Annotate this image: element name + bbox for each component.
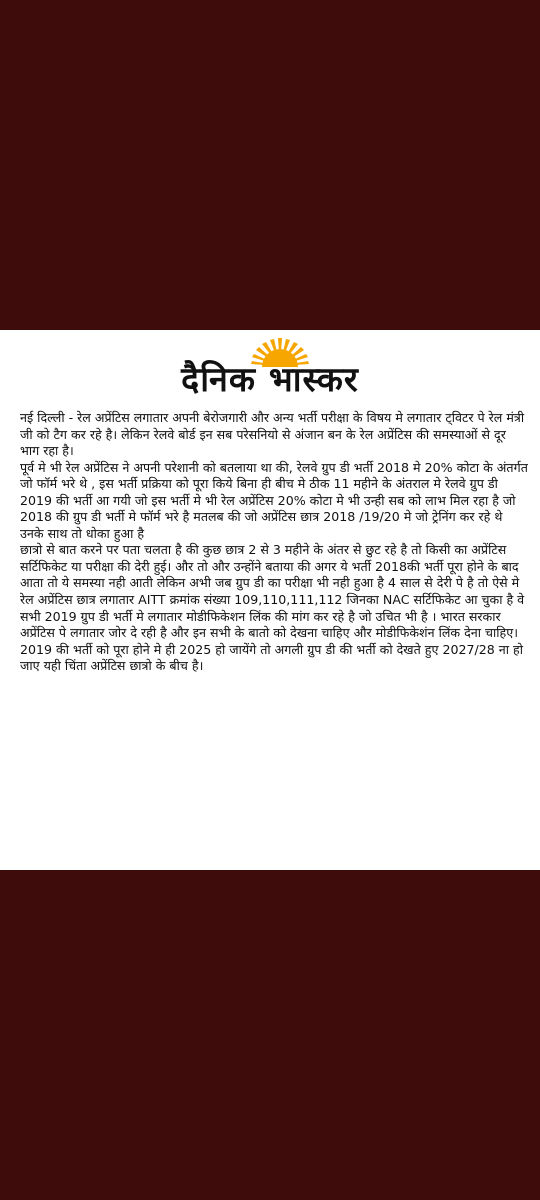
article-body [20, 410, 528, 866]
news-clipping [0, 330, 540, 870]
article-paragraph: 2019 की भर्ती को पूरा होने मे ही 2025 हो जायेंगे तो अगली ग्रुप डी की भर्ती को देखते हुए 2027/28 ना हो जाए यही चिंता अप्रेंटिस छात्रो के बीच है। [20, 641, 523, 674]
article-paragraph: छात्रो से बात करने पर पता चलता है की कुछ छात्र 2 से 3 महीने के अंतर से छुट रहे है तो किसी का अप्रेंटिस सर्टिफिकेट या परीक्षा की देरी हुई। और तो और उन्होंने बताया की अगर ये भर्ती 2018की भर्ती पूरा होने के बाद आता तो ये समस्या नही आती लेकिन अभी जब ग्रुप डी का परीक्षा भी नही हुआ है 4 साल से देरी पे है तो ऐसे मे रेल अप्रेंटिस छात्र लगातार AITT क्रमांक संख्या 109,110,111,112 जिनका NAC सर्टिफिकेट आ चुका है वे सभी 2019 ग्रुप डी भर्ती मे लगातार मोडीफिकेशन लिंक की मांग कर रहे है जो उचित भी है । भारत सरकार अप्रेंटिस पे लगातार जोर दे रही है और इन सभी के बातो को देखना चाहिए और मोडीफिकेशंन लिंक देना चाहिए। [20, 542, 525, 641]
article-paragraph: नई दिल्ली - रेल अप्रेंटिस लगातार अपनी बेरोजगारी और अन्य भर्ती परीक्षा के विषय मे लगातार ट्विटर पे रेल मंत्री जी को टैग कर रहे है। लेकिन रेलवे बोर्ड इन सब परेसनियो से अंजान बन के रेल अप्रेंटिस की समस्याओं से दूर भाग रहा है। [20, 410, 525, 459]
newspaper-masthead [0, 330, 540, 400]
article-paragraph: पूर्व मे भी रेल अप्रेंटिस ने अपनी परेशानी को बतलाया था की, रेलवे ग्रुप डी भर्ती 2018 मे 20% कोटा के अंतर्गत जो फॉर्म भरे थे , इस भर्ती प्रक्रिया को पूरा किये बिना ही बीच मे ठीक 11 महीने के अंतराल मे रेलवे ग्रुप डी 2019 की भर्ती आ गयी जो इस भर्ती मे भी रेल अप्रेंटिस 20% कोटा मे भी उन्ही सब को लाभ मिल रहा है जो 2018 की ग्रुप डी भर्ती मे फॉर्म भरे है मतलब की जो अप्रेंटिस छात्र 2018 /19/20 मे जो ट्रेनिंग कर रहे थे उनके साथ तो धोका हुआ है [20, 459, 528, 541]
newspaper-logo: दैनिक भास्कर [181, 360, 359, 400]
